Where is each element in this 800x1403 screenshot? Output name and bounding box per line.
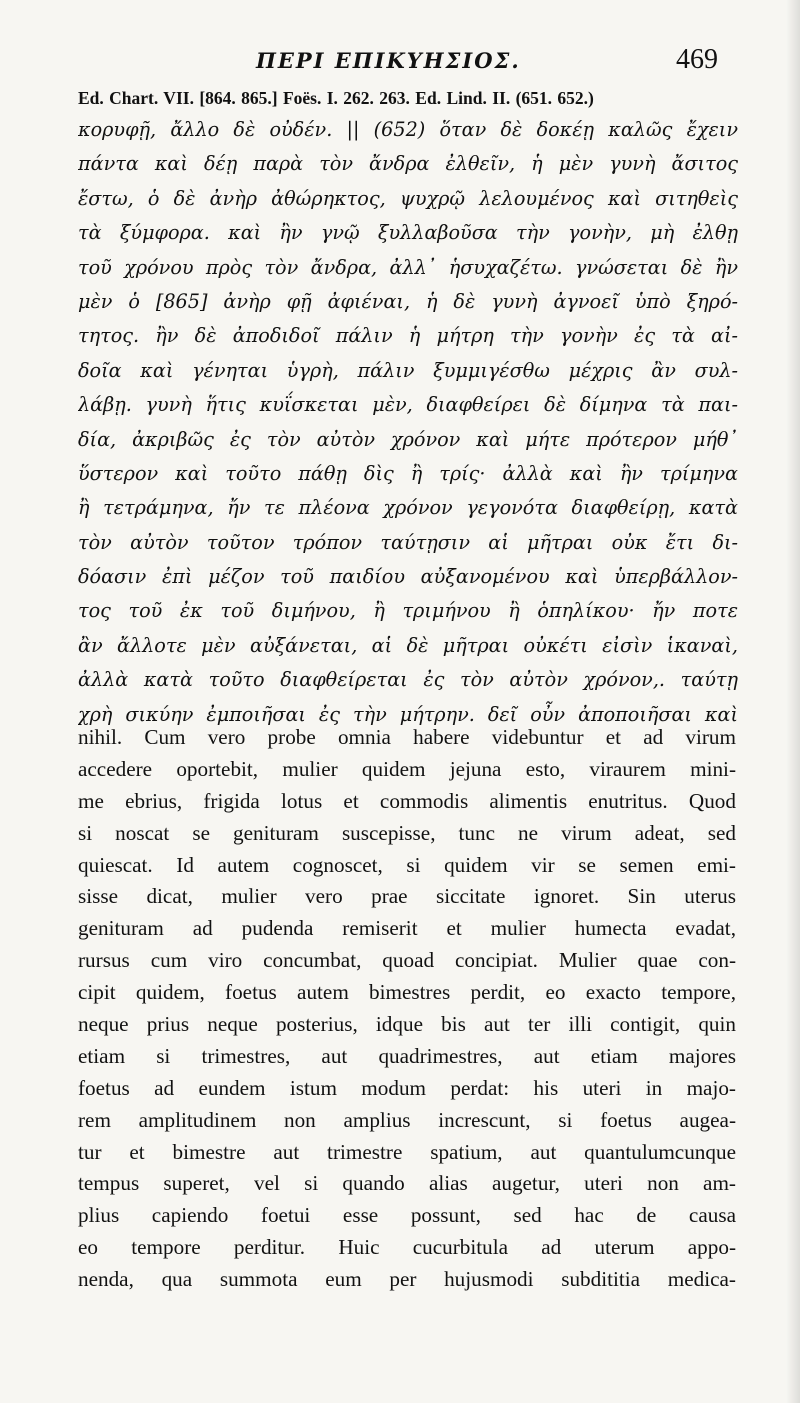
greek-line: δόασιν ἐπὶ μέζον τοῦ παιδίου αὐξανομένου καὶ ὑπερβάλλον-: [78, 565, 738, 589]
greek-line: δία, ἀκριβῶς ἐς τὸν αὐτὸν χρόνον καὶ μήτε πρότερον μήθ᾽: [78, 427, 738, 451]
latin-line: eo tempore perditur. Huic cucurbitula ad uterum appo-: [78, 1235, 736, 1260]
latin-line: neque prius neque posterius, idque bis aut ter illi contigit, quin: [78, 1012, 736, 1037]
latin-line: cipit quidem, foetus autem bimestres perdit, eo exacto tempore,: [78, 980, 736, 1005]
greek-line: πάντα καὶ δέῃ παρὰ τὸν ἄνδρα ἐλθεῖν, ἡ μὲν γυνὴ ἄσιτος: [78, 152, 738, 176]
latin-line: etiam si trimestres, aut quadrimestres, aut etiam majores: [78, 1043, 736, 1068]
running-title: ΠΕΡΙ ΕΠΙΚΥΗΣΙΟΣ.: [256, 48, 521, 73]
latin-line: sisse dicat, mulier vero prae siccitate ignoret. Sin uterus: [78, 884, 736, 909]
latin-line: nihil. Cum vero probe omnia habere videbuntur et ad virum: [78, 725, 736, 749]
greek-line: ἀλλὰ κατὰ τοῦτο διαφθείρεται ἐς τὸν αὐτὸν χρόνον,. ταύτῃ: [78, 668, 738, 692]
greek-line: ἂν ἄλλοτε μὲν αὐξάνεται, αἱ δὲ μῆτραι οὐκέτι εἰσὶν ἱκαναὶ,: [78, 633, 738, 657]
edition-reference-line: Ed. Chart. VII. [864. 865.] Foës. I. 262. 263. Ed. Lind. II. (651. 652.): [78, 88, 594, 108]
latin-line: rursus cum viro concumbat, quoad concipiat. Mulier quae con-: [78, 948, 736, 973]
latin-line: accedere oportebit, mulier quidem jejuna esto, viraurem mini-: [78, 756, 736, 781]
greek-line: τὰ ξύμφορα. καὶ ἢν γνῷ ξυλλαβοῦσα τὴν γονὴν, μὴ ἐλθῃ: [78, 221, 738, 245]
greek-line: χρὴ σικύην ἐμποιῆσαι ἐς τὴν μήτρην. δεῖ οὖν ἀποποιῆσαι καὶ: [78, 702, 738, 726]
latin-line: rem amplitudinem non amplius increscunt, si foetus augea-: [78, 1107, 736, 1132]
latin-line: me ebrius, frigida lotus et commodis alimentis enutritus. Quod: [78, 788, 736, 813]
latin-line: nenda, qua summota eum per hujusmodi subdititia medica-: [78, 1267, 736, 1292]
greek-line: λάβῃ. γυνὴ ἥτις κυΐσκεται μὲν, διαφθείρει δὲ δίμηνα τὰ παι-: [78, 393, 738, 417]
greek-text-block: [78, 113, 738, 732]
greek-line: ἔστω, ὁ δὲ ἀνὴρ ἀθώρηκτος, ψυχρῷ λελουμένος καὶ σιτηθεὶς: [78, 186, 738, 210]
latin-line: si noscat se genituram suscepisse, tunc ne virum adeat, sed: [78, 820, 736, 845]
greek-line: μὲν ὁ [865] ἀνὴρ φῇ ἀφιέναι, ἡ δὲ γυνὴ ἀγνοεῖ ὑπὸ ξηρό-: [78, 289, 738, 313]
greek-line: τος τοῦ ἐκ τοῦ διμήνου, ἢ τριμήνου ἢ ὁπηλίκου· ἤν ποτε: [78, 599, 738, 623]
greek-line: τητος. ἢν δὲ ἀποδιδοῖ πάλιν ἡ μήτρη τὴν γονὴν ἐς τὰ αἰ-: [78, 324, 738, 348]
greek-line: τοῦ χρόνου πρὸς τὸν ἄνδρα, ἀλλ᾽ ἡσυχαζέτω. γνώσεται δὲ ἢν: [78, 255, 738, 279]
latin-line: quiescat. Id autem cognoscet, si quidem vir se semen emi-: [78, 852, 736, 877]
greek-line: δοῖα καὶ γένηται ὑγρὴ, πάλιν ξυμμιγέσθω μέχρις ἂν συλ-: [78, 358, 738, 382]
greek-line: ἢ τετράμηνα, ἤν τε πλέονα χρόνον γεγονότα διαφθείρῃ, κατὰ: [78, 496, 738, 520]
greek-line: ὕστερον καὶ τοῦτο πάθῃ δὶς ἢ τρίς· ἀλλὰ καὶ ἢν τρίμηνα: [78, 461, 738, 485]
latin-line: tur et bimestre aut trimestre spatium, aut quantulumcunque: [78, 1139, 736, 1164]
latin-line: foetus ad eundem istum modum perdat: his uteri in majo-: [78, 1075, 736, 1100]
greek-line: τὸν αὐτὸν τοῦτον τρόπον ταύτῃσιν αἱ μῆτραι οὐκ ἔτι δι-: [78, 530, 738, 554]
latin-line: plius capiendo foetui esse possunt, sed hac de causa: [78, 1203, 736, 1228]
latin-text-block: [78, 722, 736, 1296]
page-edge-shadow: [786, 0, 800, 1403]
page-number: 469: [676, 44, 718, 75]
greek-line: κορυφῇ, ἄλλο δὲ οὐδέν. || (652) ὅταν δὲ δοκέῃ καλῶς ἔχειν: [78, 118, 738, 141]
latin-line: genituram ad pudenda remiserit et mulier humecta evadat,: [78, 916, 736, 941]
latin-line: tempus superet, vel si quando alias augetur, uteri non am-: [78, 1171, 736, 1196]
